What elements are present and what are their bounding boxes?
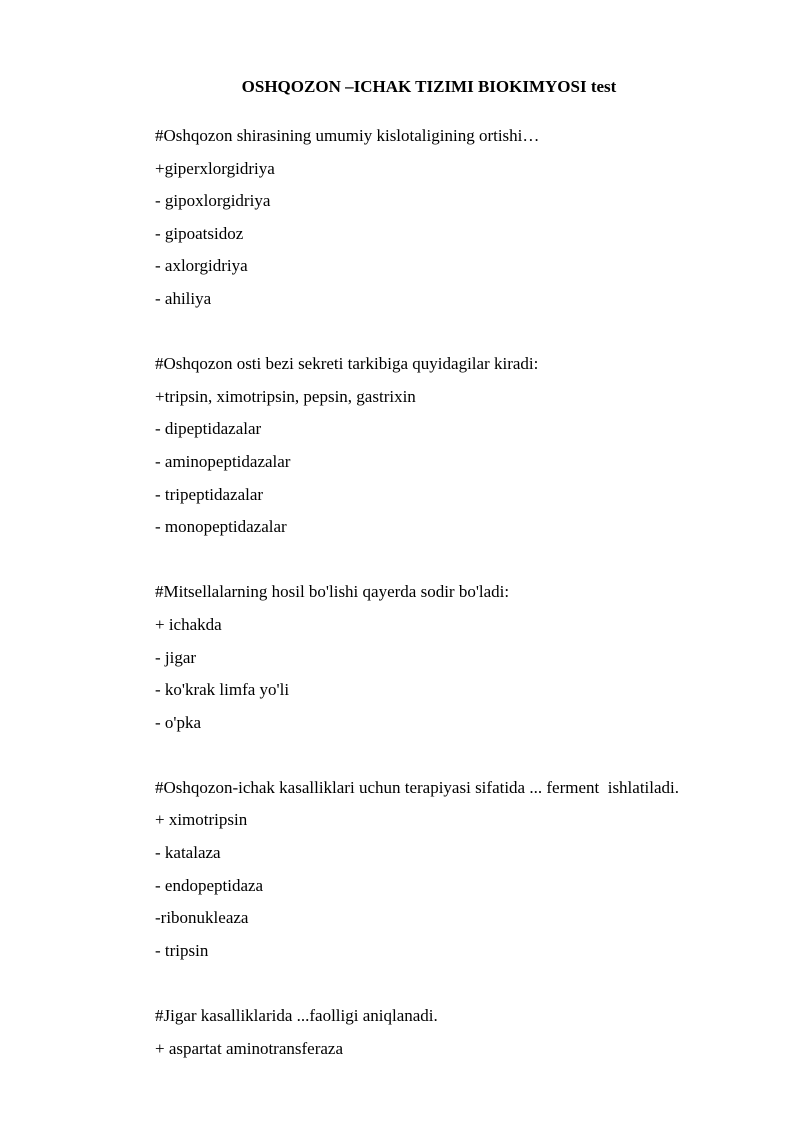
answer-option: - o'pka [155, 712, 202, 732]
document-title: OSHQOZON –ICHAK TIZIMI BIOKIMYOSI test [241, 77, 617, 96]
blank-line [155, 967, 775, 1000]
answer-option: + ximotripsin [155, 810, 248, 830]
answer-option: +giperxlorgidriya [155, 158, 275, 178]
answer-option: +tripsin, ximotripsin, pepsin, gastrixin [155, 386, 416, 406]
answer-option: - axlorgidriya [155, 256, 248, 276]
blank-line [155, 739, 775, 772]
answer-option: + ichakda [155, 614, 222, 634]
blank-line [155, 544, 775, 577]
question-text: #Oshqozon-ichak kasalliklari uchun terapiyasi sifatida ... ferment ishlatiladi. [155, 777, 680, 797]
answer-option: - dipeptidazalar [155, 419, 262, 439]
answer-option: - ahiliya [155, 288, 212, 308]
answer-option: - tripsin [155, 940, 209, 960]
answer-option: - tripeptidazalar [155, 484, 264, 504]
blank-line [155, 316, 775, 349]
answer-option: - katalaza [155, 843, 221, 863]
answer-option: - aminopeptidazalar [155, 451, 291, 471]
answer-option: -ribonukleaza [155, 908, 249, 928]
question-text: #Mitsellalarning hosil bo'lishi qayerda sodir bo'ladi: [155, 582, 510, 602]
answer-option: - endopeptidaza [155, 875, 264, 895]
question-text: #Jigar kasalliklarida ...faolligi aniqlanadi. [155, 1006, 438, 1026]
question-text: #Oshqozon shirasining umumiy kislotaligining ortishi… [155, 126, 540, 145]
answer-option: - ko'krak limfa yo'li [155, 680, 290, 700]
document-body [155, 120, 775, 1065]
answer-option: - jigar [155, 647, 197, 667]
answer-option: - gipoxlorgidriya [155, 191, 271, 211]
answer-option: - gipoatsidoz [155, 223, 244, 243]
question-text: #Oshqozon osti bezi sekreti tarkibiga quyidagilar kiradi: [155, 354, 539, 374]
answer-option: + aspartat aminotransferaza [155, 1038, 343, 1058]
answer-option: - monopeptidazalar [155, 517, 287, 537]
